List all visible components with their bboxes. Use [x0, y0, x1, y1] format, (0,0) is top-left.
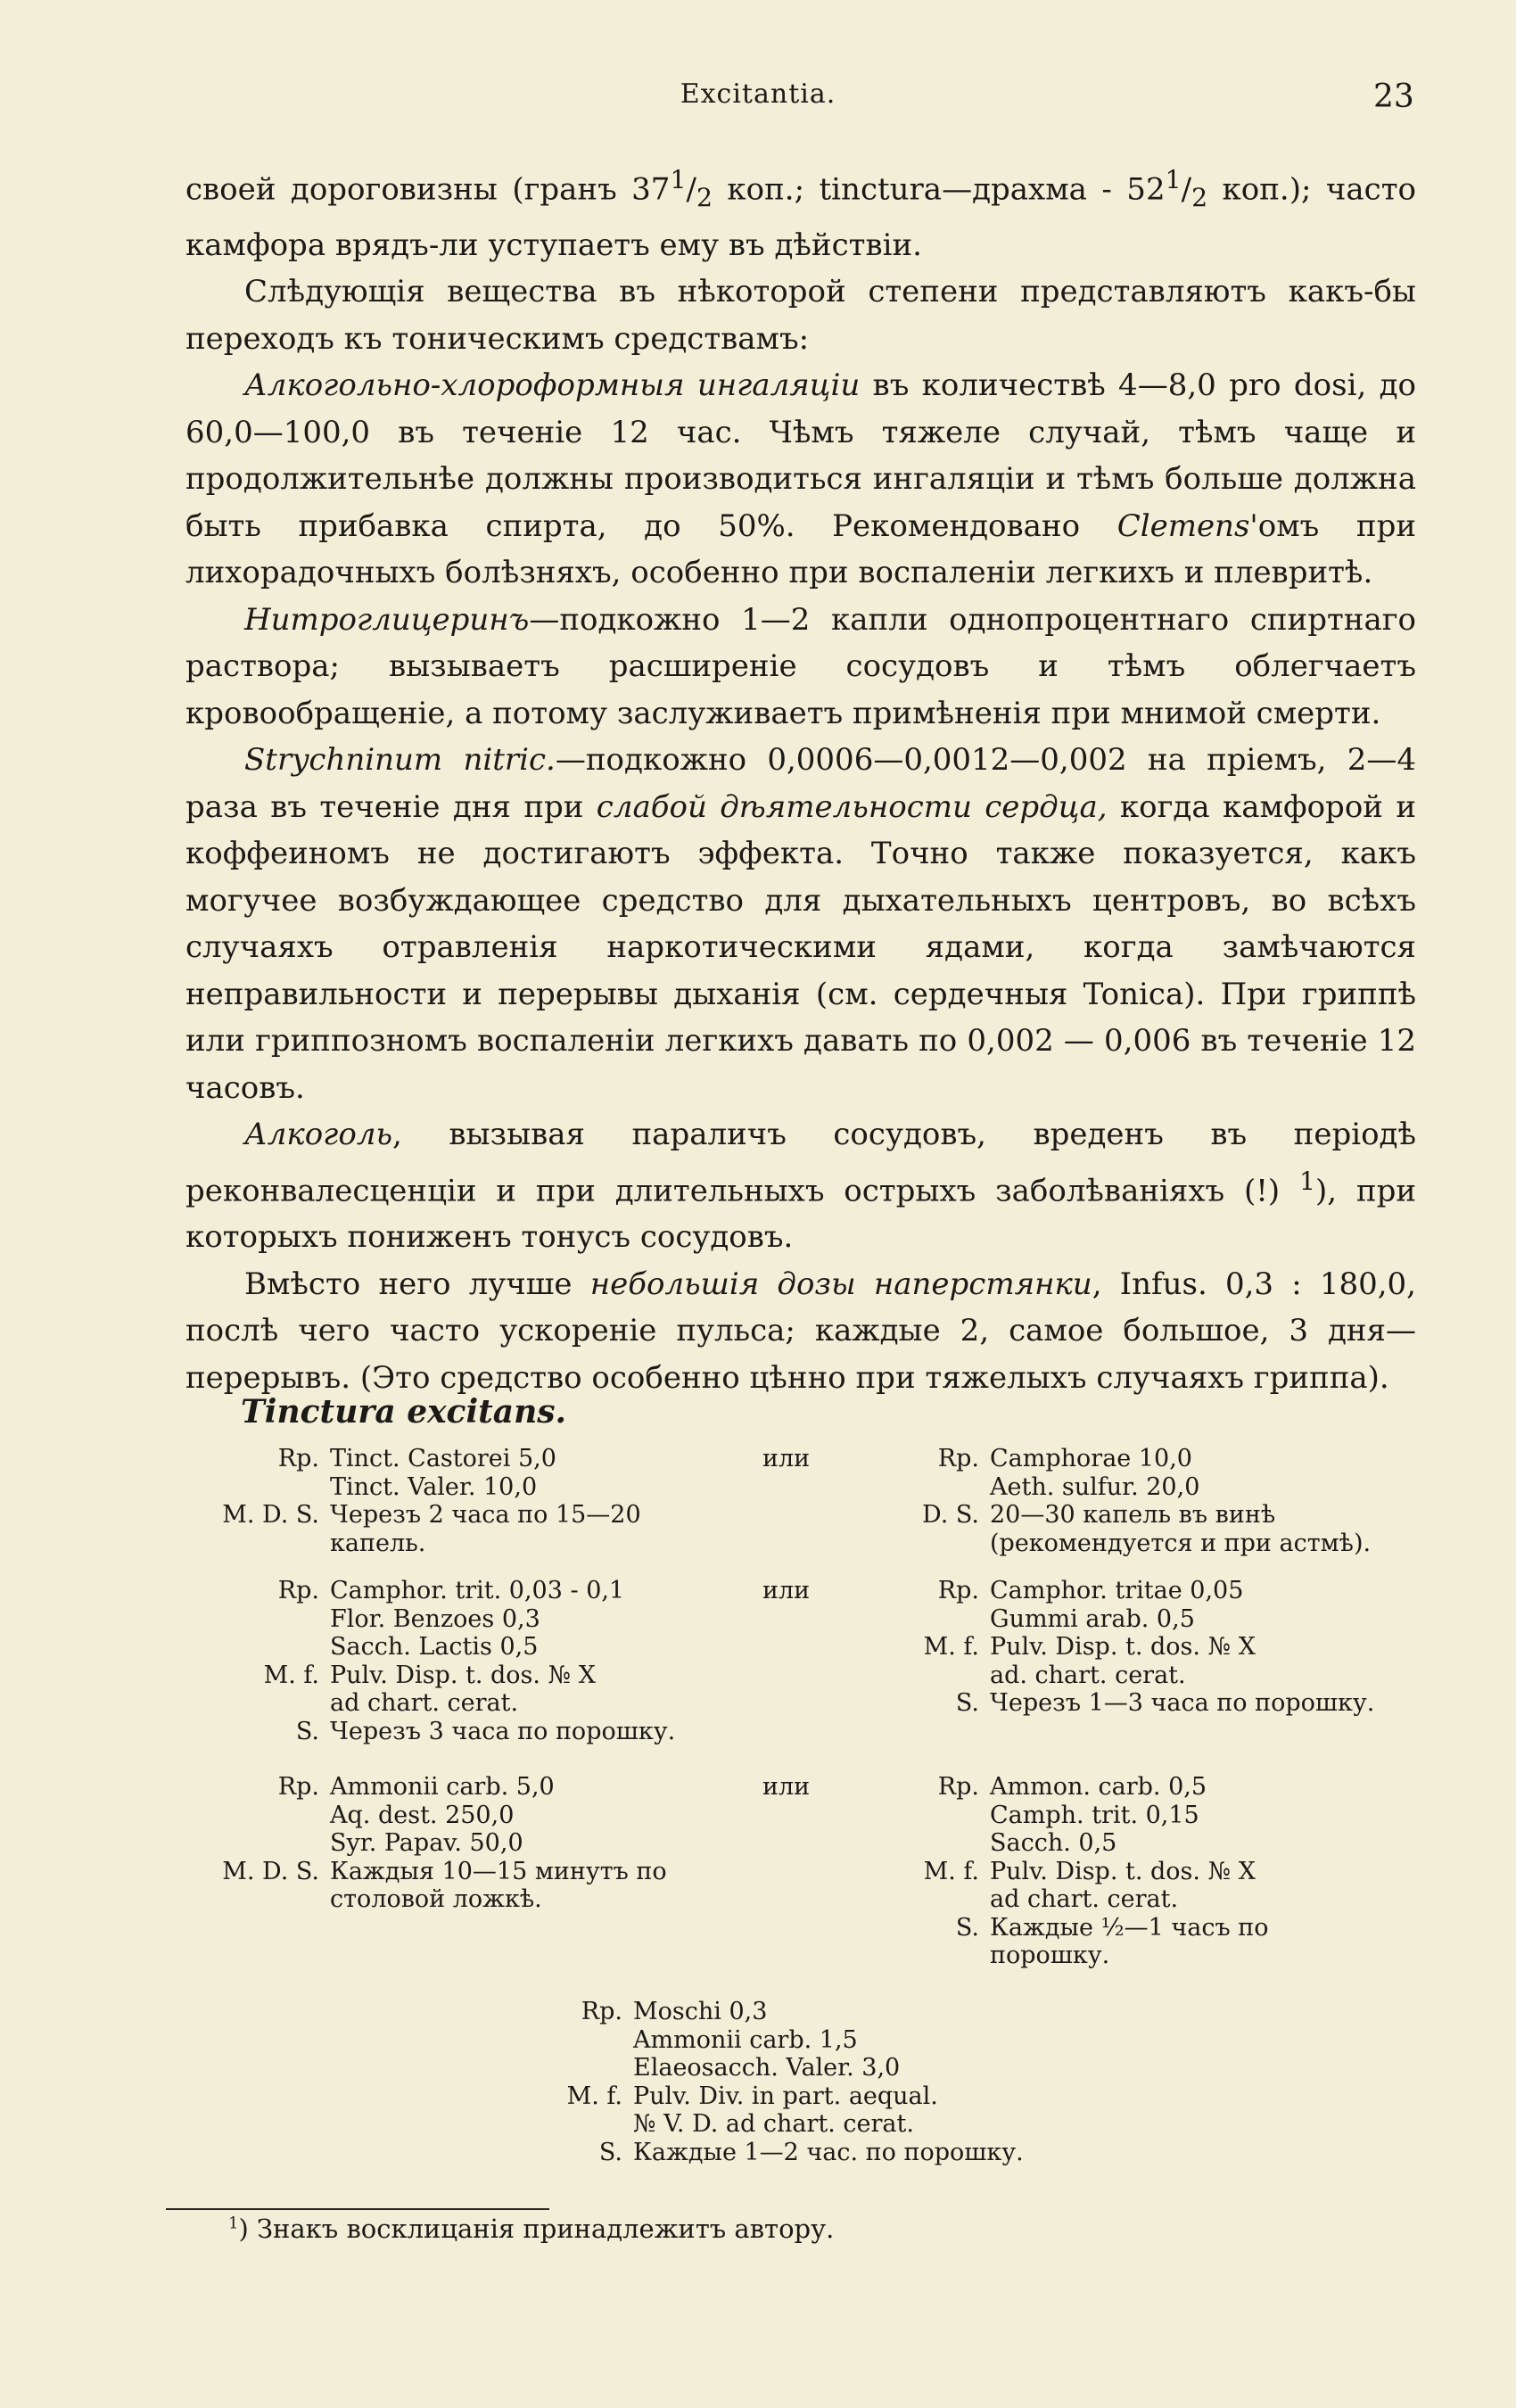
prescription-ingredient: Tinct. Valer. 10,0 — [330, 1472, 538, 1501]
prescription-line — [856, 1942, 1427, 1970]
or-separator: или — [762, 1577, 811, 1604]
prescription-directive — [856, 1530, 990, 1558]
prescription-directive: M. D. S. — [222, 1857, 319, 1885]
footnote-text: ) Знакъ восклицанія принадлежитъ автору. — [238, 2214, 835, 2244]
prescription-line — [856, 1885, 1427, 1914]
prescription-directive — [187, 1829, 330, 1858]
running-header-title: Excitantia. — [680, 78, 836, 110]
prescription-directive — [856, 1802, 990, 1830]
prescription-line — [187, 1773, 758, 1802]
prescription-directive — [187, 1530, 330, 1558]
prescription-directive: M. f. — [566, 2082, 622, 2110]
prescription-line — [499, 2054, 1070, 2082]
prescription-block — [187, 1445, 758, 1557]
prescription-directive: Rp. — [277, 1577, 319, 1604]
running-header — [0, 78, 1516, 123]
prescription-ingredient: 20—30 капель въ винѣ — [990, 1501, 1276, 1529]
prescription-line — [499, 2139, 1070, 2167]
prescription-directive — [856, 1885, 990, 1914]
prescription-ingredient: (рекомендуется и при астмѣ). — [990, 1529, 1372, 1557]
prescription-directive — [187, 1689, 330, 1718]
prescription-line — [856, 1689, 1427, 1718]
prescription-line — [187, 1885, 758, 1914]
prescription-ingredient: Pulv. Disp. t. dos. № X — [990, 1633, 1256, 1661]
body-paragraph: Нитроглицеринъ—подкожно 1—2 капли однопроцентнаго спиртнаго раствора; вызываетъ расширеніе сосудовъ и тѣмъ облегчаетъ кровообращеніе, а потому заслуживаетъ примѣненія при мнимой смерти. — [185, 601, 1416, 731]
prescription-block — [856, 1577, 1427, 1718]
prescription-directive: D. S. — [922, 1501, 979, 1529]
prescription-block — [856, 1773, 1427, 1970]
prescription-line — [856, 1802, 1427, 1830]
prescription-ingredient: порошку. — [990, 1942, 1110, 1969]
prescription-directive — [187, 1885, 330, 1914]
prescription-ingredient: Aq. dest. 250,0 — [330, 1801, 515, 1829]
prescription-ingredient: № V. D. ad chart. cerat. — [633, 2110, 914, 2138]
prescription-line — [187, 1530, 758, 1558]
body-paragraph: Вмѣсто него лучше небольшія дозы наперстянки, Infus. 0,3 : 180,0, послѣ чего часто ускореніе пульса; каждые 2, самое большое, 3 дня—перерывъ. (Это средство особенно цѣнно при тяжелыхъ случаяхъ гриппа). — [185, 1266, 1416, 1396]
prescription-ingredient: Elaeosacch. Valer. 3,0 — [633, 2054, 901, 2082]
prescription-block — [187, 1577, 758, 1745]
prescription-line — [856, 1501, 1427, 1530]
prescription-directive — [187, 1802, 330, 1830]
prescription-directive — [856, 1942, 990, 1970]
prescription-directive: S. — [295, 1717, 319, 1745]
prescription-directive — [187, 1605, 330, 1634]
prescription-directive: M. f. — [923, 1633, 979, 1661]
prescription-ingredient: Camph. trit. 0,15 — [990, 1801, 1199, 1829]
prescription-directive: S. — [598, 2138, 622, 2166]
prescription-line — [187, 1718, 758, 1746]
footnote-rule — [166, 2208, 549, 2210]
prescription-directive: S. — [955, 1913, 979, 1942]
prescription-line — [187, 1605, 758, 1634]
prescription-directive: Rp. — [937, 1445, 979, 1472]
prescription-ingredient: Ammon. carb. 0,5 — [990, 1773, 1207, 1801]
prescription-line — [856, 1530, 1427, 1558]
body-paragraph: Слѣдующія вещества въ нѣкоторой степени представляютъ какъ-бы переходъ къ тоническимъ средствамъ: — [185, 274, 1416, 357]
prescription-ingredient: Черезъ 3 часа по порошку. — [330, 1717, 676, 1745]
prescription-directive — [856, 1605, 990, 1634]
prescription-ingredient: Черезъ 1—3 часа по порошку. — [990, 1689, 1375, 1717]
prescription-directive: S. — [955, 1689, 979, 1717]
prescription-line — [499, 2082, 1070, 2111]
prescription-line — [187, 1689, 758, 1718]
prescription-line — [856, 1473, 1427, 1502]
body-paragraph: Алкоголь, вызывая параличъ сосудовъ, вреденъ въ періодѣ реконвалесценціи и при длительныхъ острыхъ заболѣваніяхъ (!) $^1$), при которыхъ пониженъ тонусъ сосудовъ. — [185, 1117, 1416, 1256]
prescription-ingredient: ad. chart. cerat. — [990, 1661, 1186, 1689]
prescription-ingredient: Каждые 1—2 час. по порошку. — [633, 2138, 1024, 2166]
prescription-ingredient: Camphor. tritae 0,05 — [990, 1577, 1244, 1604]
prescription-directive: Rp. — [277, 1773, 319, 1801]
prescription-directive — [856, 1662, 990, 1690]
prescription-ingredient: Черезъ 2 часа по 15—20 — [330, 1501, 641, 1529]
prescription-line — [856, 1914, 1427, 1942]
prescription-line — [187, 1501, 758, 1530]
prescription-block — [499, 1998, 1070, 2166]
prescription-line — [856, 1605, 1427, 1634]
prescription-line — [856, 1445, 1427, 1473]
prescription-line — [856, 1858, 1427, 1886]
body-paragraph: Алкогольно-хлороформныя ингаляціи въ количествѣ 4—8,0 pro dosi, до 60,0—100,0 въ теченіе 12 час. Чѣмъ тяжеле случай, тѣмъ чаще и продолжительнѣе должны производиться ингаляціи и тѣмъ больше должна быть прибавка спирта, до 50%. Рекомендовано Clemens'омъ при лихорадочныхъ болѣзняхъ, особенно при воспаленіи легкихъ и плевритѣ. — [185, 367, 1416, 591]
prescription-ingredient: Sacch. Lactis 0,5 — [330, 1633, 539, 1661]
prescription-line — [187, 1633, 758, 1662]
or-separator: или — [762, 1445, 811, 1472]
prescription-line — [856, 1577, 1427, 1605]
prescription-directive: Rp. — [937, 1577, 979, 1604]
prescription-directive: Rp. — [937, 1773, 979, 1801]
footnote-mark: 1 — [228, 2214, 239, 2233]
prescription-directive: M. D. S. — [222, 1501, 319, 1529]
prescription-directive: M. f. — [923, 1857, 979, 1885]
prescription-block — [187, 1773, 758, 1914]
prescription-directive — [187, 1473, 330, 1502]
prescription-section-title: Tinctura excitans. — [241, 1393, 567, 1431]
page-number: 23 — [1373, 78, 1414, 115]
footnote — [228, 2214, 834, 2244]
prescription-ingredient: Flor. Benzoes 0,3 — [330, 1604, 540, 1633]
prescription-line — [856, 1633, 1427, 1662]
prescription-ingredient: Pulv. Disp. t. dos. № X — [990, 1857, 1256, 1885]
prescription-ingredient: Moschi 0,3 — [633, 1998, 768, 2025]
prescription-line — [856, 1662, 1427, 1690]
body-paragraph: своей дороговизны (гранъ $37^1/_2$ коп.; tinctura—драхма - $52^1/_2$ коп.); часто камфора врядъ-ли уступаетъ ему въ дѣйствіи. — [185, 165, 1416, 263]
prescription-directive: Rp. — [277, 1445, 319, 1472]
prescription-line — [187, 1445, 758, 1473]
prescription-directive: M. f. — [263, 1661, 319, 1689]
prescription-line — [499, 2110, 1070, 2139]
body-paragraph: Strychninum nitric.—подкожно 0,0006—0,0012—0,002 на пріемъ, 2—4 раза въ теченіе дня при слабой дѣятельности сердца, когда камфорой и коффеиномъ не достигаютъ эффекта. Точно также показуется, какъ могучее возбуждающее средство для дыхательныхъ центровъ, во всѣхъ случаяхъ отравленія наркотическими ядами, когда замѣчаются неправильности и перерывы дыханія (см. сердечныя Tonica). При гриппѣ или гриппозномъ воспаленіи легкихъ давать по 0,002 — 0,006 въ теченіе 12 часовъ. — [185, 742, 1416, 1106]
prescription-ingredient: Aeth. sulfur. 20,0 — [990, 1472, 1200, 1501]
prescription-ingredient: Tinct. Castorei 5,0 — [330, 1445, 556, 1472]
prescription-line — [187, 1577, 758, 1605]
prescription-line — [499, 1998, 1070, 2026]
prescription-directive — [856, 1829, 990, 1858]
prescription-line — [187, 1473, 758, 1502]
prescription-line — [187, 1802, 758, 1830]
prescription-line — [499, 2026, 1070, 2055]
prescription-ingredient: Camphor. trit. 0,03 - 0,1 — [330, 1577, 625, 1604]
body-text — [185, 157, 1416, 1401]
prescription-ingredient: Каждые ½—1 часъ по — [990, 1913, 1269, 1942]
prescription-ingredient: Pulv. Div. in part. aequal. — [633, 2082, 938, 2110]
prescription-ingredient: Ammonii carb. 5,0 — [330, 1773, 555, 1801]
prescription-line — [187, 1858, 758, 1886]
prescription-ingredient: Pulv. Disp. t. dos. № X — [330, 1661, 596, 1689]
prescription-line — [856, 1829, 1427, 1858]
prescription-block — [856, 1445, 1427, 1557]
prescription-ingredient: столовой ложкѣ. — [330, 1885, 542, 1913]
prescription-line — [187, 1662, 758, 1690]
prescription-ingredient: ad chart. cerat. — [330, 1689, 519, 1717]
prescription-directive — [499, 2054, 633, 2082]
prescription-ingredient: Camphorae 10,0 — [990, 1445, 1192, 1472]
prescription-ingredient: Syr. Papav. 50,0 — [330, 1829, 523, 1857]
prescription-ingredient: Gummi arab. 0,5 — [990, 1604, 1195, 1633]
prescription-ingredient: Ammonii carb. 1,5 — [633, 2025, 858, 2054]
prescription-directive — [187, 1633, 330, 1662]
prescription-ingredient: ad chart. cerat. — [990, 1885, 1179, 1913]
prescription-directive: Rp. — [581, 1998, 622, 2025]
prescription-directive — [499, 2026, 633, 2055]
prescription-ingredient: капель. — [330, 1529, 426, 1557]
or-separator: или — [762, 1773, 811, 1801]
prescription-ingredient: Sacch. 0,5 — [990, 1829, 1117, 1857]
prescription-directive — [856, 1473, 990, 1502]
prescription-ingredient: Каждыя 10—15 минутъ по — [330, 1857, 667, 1885]
prescription-directive — [499, 2110, 633, 2139]
prescription-line — [856, 1773, 1427, 1802]
prescription-line — [187, 1829, 758, 1858]
